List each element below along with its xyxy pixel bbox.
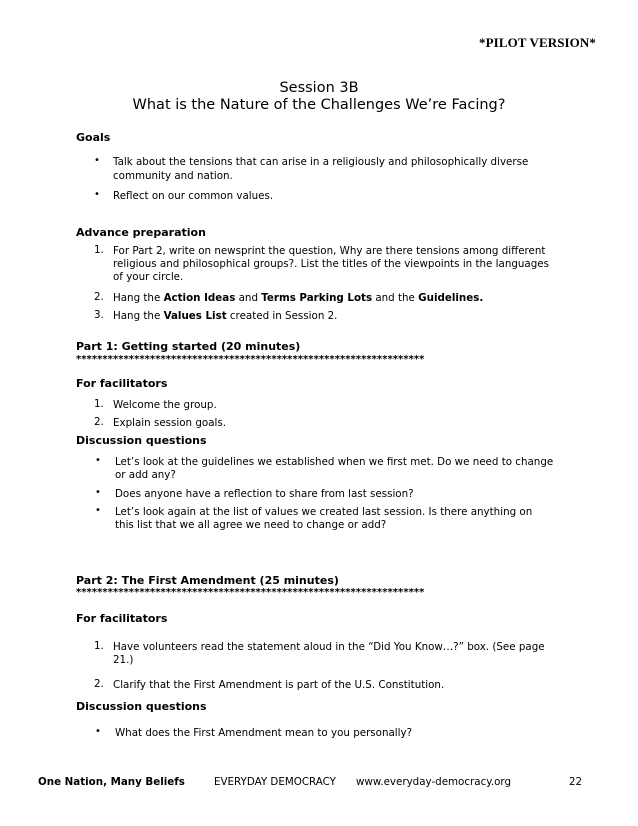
part1-question-3-line2: this list that we all agree we need to change or add? xyxy=(115,519,387,531)
bullet-icon: • xyxy=(95,487,101,498)
bullet-icon: • xyxy=(95,505,101,516)
part2-question-1: What does the First Amendment mean to you personally? xyxy=(115,727,413,739)
part1-question-1-line1: Let’s look at the guidelines we established when we first met. Do we need to change xyxy=(115,456,554,468)
action-ideas-bold: Action Ideas xyxy=(163,292,236,304)
part2-fac-item-2: Clarify that the First Amendment is part of the U.S. Constitution. xyxy=(113,679,445,691)
advance-num-2: 2. xyxy=(94,291,104,303)
advance-item-1-line2: religious and philosophical groups?. List the titles of the viewpoints in the languages xyxy=(113,258,549,270)
part2-facilitators-heading: For facilitators xyxy=(76,612,168,625)
part1-fac-num-2: 2. xyxy=(94,416,104,428)
bullet-icon: • xyxy=(95,455,101,466)
advance-item-3-post: created in Session 2. xyxy=(226,310,338,322)
part1-fac-item-2: Explain session goals. xyxy=(113,417,226,429)
part2-fac-num-1: 1. xyxy=(94,640,104,652)
part1-question-1-line2: or add any? xyxy=(115,469,176,481)
bullet-icon: • xyxy=(94,155,100,166)
session-title: Session 3B xyxy=(279,80,359,96)
goals-item-1-line1: Talk about the tensions that can arise in a religiously and philosophically diverse xyxy=(113,156,529,168)
bullet-icon: • xyxy=(95,726,101,737)
footer-url[interactable]: www.everyday-democracy.org xyxy=(356,776,512,788)
footer-book-title: One Nation, Many Beliefs xyxy=(38,776,185,788)
terms-parking-lots-bold: Terms Parking Lots xyxy=(261,292,373,304)
advance-item-3 xyxy=(113,309,337,323)
advance-num-3: 3. xyxy=(94,309,104,321)
advance-item-1-line3: of your circle. xyxy=(113,271,184,283)
footer-org: EVERYDAY DEMOCRACY xyxy=(214,776,336,788)
part2-discussion-heading: Discussion questions xyxy=(76,700,207,713)
part1-question-2: Does anyone have a reflection to share from last session? xyxy=(115,488,414,500)
advance-heading: Advance preparation xyxy=(76,226,206,239)
part1-star-divider: ****************************************************************** xyxy=(76,354,425,365)
part1-heading: Part 1: Getting started (20 minutes) xyxy=(76,340,301,353)
part2-heading: Part 2: The First Amendment (25 minutes) xyxy=(76,574,339,587)
values-list-bold: Values List xyxy=(163,310,227,322)
part1-fac-item-1: Welcome the group. xyxy=(113,399,217,411)
part2-fac-item-1-line2: 21.) xyxy=(113,654,134,666)
bullet-icon: • xyxy=(94,189,100,200)
part2-star-divider: ****************************************************************** xyxy=(76,587,425,598)
advance-item-3-pre: Hang the xyxy=(113,310,164,322)
session-subtitle: What is the Nature of the Challenges We’re Facing? xyxy=(132,97,506,113)
advance-item-2-and: and xyxy=(235,292,262,304)
advance-item-1-line1: For Part 2, write on newsprint the question, Why are there tensions among different xyxy=(113,245,546,257)
advance-item-2-pre: Hang the xyxy=(113,292,164,304)
part1-question-3-line1: Let’s look again at the list of values we created last session. Is there anything on xyxy=(115,506,533,518)
part1-discussion-heading: Discussion questions xyxy=(76,434,207,447)
guidelines-bold: Guidelines. xyxy=(418,292,484,304)
part2-fac-num-2: 2. xyxy=(94,678,104,690)
part1-fac-num-1: 1. xyxy=(94,398,104,410)
page-number: 22 xyxy=(569,776,583,788)
goals-item-2: Reflect on our common values. xyxy=(113,190,274,202)
goals-heading: Goals xyxy=(76,131,111,144)
part1-facilitators-heading: For facilitators xyxy=(76,377,168,390)
advance-item-2-and-the: and the xyxy=(372,292,419,304)
part2-fac-item-1-line1: Have volunteers read the statement aloud in the “Did You Know…?” box. (See page xyxy=(113,641,545,653)
goals-item-1-line2: community and nation. xyxy=(113,170,233,182)
advance-num-1: 1. xyxy=(94,244,104,256)
pilot-version-label: *PILOT VERSION* xyxy=(479,35,596,50)
advance-item-2 xyxy=(113,291,483,305)
